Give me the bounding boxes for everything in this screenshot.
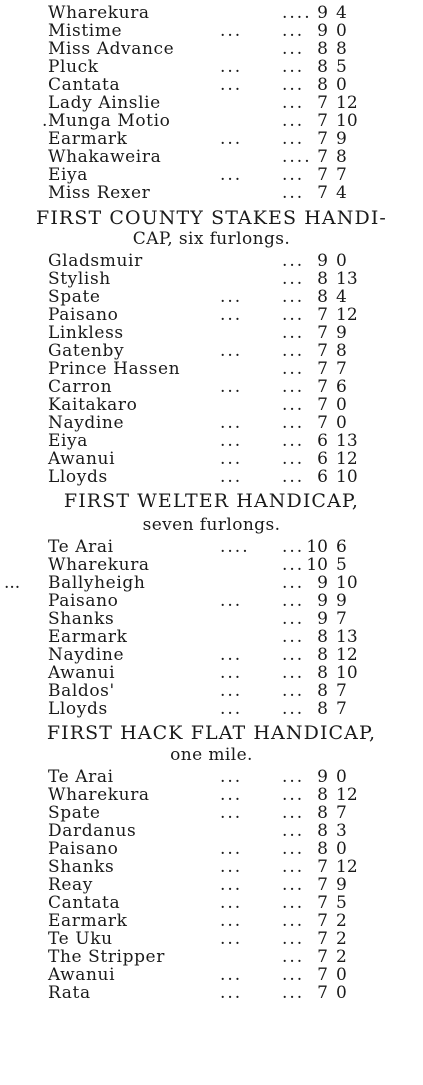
weight-pounds: 9 (336, 875, 347, 895)
horse-name: Pluck (48, 57, 99, 77)
horse-name: Paisano (48, 591, 119, 611)
horse-name: Carron (48, 377, 113, 397)
leader-dots: ... (220, 785, 243, 805)
leader-dots: ... (282, 449, 305, 469)
weight-stones: 7 (317, 965, 328, 985)
horse-name: Paisano (48, 305, 119, 325)
leader-dots: ... (282, 165, 305, 185)
leader-dots: ... (220, 21, 243, 41)
leader-dots: ... (282, 395, 305, 415)
weight-stones: 7 (317, 147, 328, 167)
horse-name: Naydine (48, 413, 125, 433)
weight-stones: 8 (317, 39, 328, 59)
horse-name: Te Arai (48, 767, 114, 787)
weight-pounds: 0 (336, 395, 347, 415)
weight-stones: 8 (317, 57, 328, 77)
weight-stones: 7 (317, 911, 328, 931)
weight-stones: 7 (317, 183, 328, 203)
horse-name: Te Uku (48, 929, 113, 949)
leader-dots: ... (282, 983, 305, 1003)
leader-dots: ... (282, 251, 305, 271)
weight-stones: 8 (317, 839, 328, 859)
weight-pounds: 8 (336, 341, 347, 361)
horse-name: Awanui (48, 449, 116, 469)
weight-stones: 7 (317, 305, 328, 325)
weight-stones: 7 (317, 413, 328, 433)
race-heading: FIRST COUNTY STAKES HANDI- (36, 207, 387, 229)
weight-stones: 8 (317, 269, 328, 289)
leader-dots: ... (282, 287, 305, 307)
weight-pounds: 13 (336, 269, 358, 289)
leader-dots: ... (220, 413, 243, 433)
weight-pounds: 10 (336, 111, 358, 131)
weight-pounds: 9 (336, 129, 347, 149)
weight-stones: 6 (317, 449, 328, 469)
horse-name: Gladsmuir (48, 251, 143, 271)
weight-stones: 8 (317, 75, 328, 95)
horse-name: Wharekura (48, 555, 150, 575)
weight-pounds: 7 (336, 359, 347, 379)
weight-pounds: 4 (336, 3, 347, 23)
weight-stones: 7 (317, 947, 328, 967)
leader-dots: ... (282, 39, 305, 59)
leader-dots: ... (220, 803, 243, 823)
weight-stones: 7 (317, 929, 328, 949)
horse-name: Lloyds (48, 467, 108, 487)
leader-dots: ... (220, 449, 243, 469)
horse-name: Baldos' (48, 681, 115, 701)
horse-name: Earmark (48, 627, 128, 647)
leader-dots: ... (282, 377, 305, 397)
weight-stones: 7 (317, 129, 328, 149)
weight-pounds: 12 (336, 785, 358, 805)
leader-dots: ... (282, 645, 305, 665)
horse-name: Whakaweira (48, 147, 162, 167)
weight-stones: 8 (317, 785, 328, 805)
horse-name: Kaitakaro (48, 395, 138, 415)
leader-dots: ... (220, 681, 243, 701)
leader-dots: ... (282, 93, 305, 113)
weight-pounds: 5 (336, 555, 347, 575)
leader-dots: ... (282, 591, 305, 611)
leader-dots: ... (220, 767, 243, 787)
leader-dots: ... (220, 875, 243, 895)
weight-pounds: 8 (336, 39, 347, 59)
weight-pounds: 12 (336, 305, 358, 325)
weight-pounds: 10 (336, 467, 358, 487)
leader-dots: ... (220, 287, 243, 307)
leader-dots: ... (282, 875, 305, 895)
weight-stones: 9 (317, 21, 328, 41)
weight-stones: 8 (317, 663, 328, 683)
leader-dots: ... (282, 269, 305, 289)
weight-stones: 7 (317, 377, 328, 397)
weight-stones: 7 (317, 893, 328, 913)
horse-name: Spate (48, 287, 101, 307)
leader-dots: ... (282, 893, 305, 913)
leader-dots: ... (4, 573, 21, 593)
horse-name: Paisano (48, 839, 119, 859)
weight-stones: 8 (317, 287, 328, 307)
leader-dots: ... (282, 57, 305, 77)
race-subheading: one mile. (170, 745, 253, 765)
leader-dots: ... (282, 431, 305, 451)
horse-name: Awanui (48, 663, 116, 683)
weight-pounds: 0 (336, 965, 347, 985)
horse-name: Reay (48, 875, 93, 895)
weight-pounds: 0 (336, 413, 347, 433)
leader-dots: ... (220, 377, 243, 397)
horse-name: Te Arai (48, 537, 114, 557)
leader-dots: ... (220, 911, 243, 931)
weight-pounds: 5 (336, 57, 347, 77)
horse-name: Shanks (48, 609, 115, 629)
weight-pounds: 12 (336, 93, 358, 113)
weight-pounds: 8 (336, 147, 347, 167)
weight-stones: 7 (317, 875, 328, 895)
weight-stones: 7 (317, 857, 328, 877)
weight-pounds: 10 (336, 573, 358, 593)
leader-dots: ... (220, 857, 243, 877)
weight-pounds: 0 (336, 21, 347, 41)
leader-dots: ... (282, 537, 305, 557)
horse-name: Lady Ainslie (48, 93, 161, 113)
horse-name: Eiya (48, 431, 88, 451)
leader-dots: ... (220, 645, 243, 665)
weight-pounds: 0 (336, 983, 347, 1003)
horse-name: Eiya (48, 165, 88, 185)
weight-stones: 8 (317, 821, 328, 841)
horse-name: Linkless (48, 323, 124, 343)
weight-stones: 7 (317, 323, 328, 343)
horse-name: Stylish (48, 269, 111, 289)
leader-dots: ... (282, 359, 305, 379)
leader-dots: ... (220, 591, 243, 611)
horse-name: Cantata (48, 893, 121, 913)
weight-stones: 10 (306, 555, 328, 575)
weight-pounds: 3 (336, 821, 347, 841)
weight-pounds: 0 (336, 75, 347, 95)
horse-name: Cantata (48, 75, 121, 95)
weight-pounds: 7 (336, 165, 347, 185)
weight-pounds: 13 (336, 431, 358, 451)
leader-dots: ... (220, 965, 243, 985)
weight-pounds: 0 (336, 839, 347, 859)
race-subheading: CAP, six furlongs. (132, 229, 291, 249)
weight-pounds: 12 (336, 645, 358, 665)
leader-dots: ... (282, 767, 305, 787)
weight-stones: 9 (317, 573, 328, 593)
leader-dots: ... (282, 911, 305, 931)
leader-dots: ... (220, 467, 243, 487)
weight-stones: 7 (317, 359, 328, 379)
leader-dots: ... (282, 75, 305, 95)
leader-dots: ... (282, 839, 305, 859)
horse-name: Lloyds (48, 699, 108, 719)
horse-name: Miss Advance (48, 39, 175, 59)
leader-dots: ... (282, 803, 305, 823)
weight-pounds: 9 (336, 323, 347, 343)
leader-dots: ... (282, 699, 305, 719)
leader-dots: ... (282, 821, 305, 841)
weight-pounds: 0 (336, 767, 347, 787)
weight-pounds: 7 (336, 609, 347, 629)
leader-dots: ... (282, 627, 305, 647)
horse-name: Dardanus (48, 821, 137, 841)
weight-stones: 8 (317, 699, 328, 719)
weight-stones: 9 (317, 3, 328, 23)
weight-stones: 7 (317, 165, 328, 185)
leader-dots: ... (282, 467, 305, 487)
leader-dots: ... (282, 21, 305, 41)
horse-name: Mistime (48, 21, 123, 41)
weight-pounds: 7 (336, 803, 347, 823)
horse-name: .Munga Motio (42, 111, 171, 131)
leader-dots: ... (282, 341, 305, 361)
weight-stones: 7 (317, 111, 328, 131)
leader-dots: ... (220, 57, 243, 77)
weight-stones: 8 (317, 681, 328, 701)
horse-name: Wharekura (48, 785, 150, 805)
leader-dots: ... (220, 129, 243, 149)
leader-dots: ... (220, 165, 243, 185)
weight-stones: 7 (317, 983, 328, 1003)
leader-dots: ... (282, 663, 305, 683)
leader-dots: ... (282, 555, 305, 575)
horse-name: Awanui (48, 965, 116, 985)
leader-dots: ... (220, 893, 243, 913)
race-subheading: seven furlongs. (142, 515, 281, 535)
weight-pounds: 7 (336, 681, 347, 701)
race-heading: FIRST WELTER HANDICAP, (63, 490, 360, 512)
leader-dots: ... (282, 129, 305, 149)
weight-stones: 8 (317, 627, 328, 647)
weight-stones: 7 (317, 93, 328, 113)
weight-stones: 9 (317, 591, 328, 611)
leader-dots: ... (282, 323, 305, 343)
leader-dots: .... (282, 3, 312, 23)
leader-dots: ... (220, 663, 243, 683)
weight-pounds: 10 (336, 663, 358, 683)
weight-stones: 9 (317, 251, 328, 271)
weight-pounds: 9 (336, 591, 347, 611)
weight-stones: 7 (317, 341, 328, 361)
leader-dots: ... (282, 785, 305, 805)
leader-dots: ... (220, 929, 243, 949)
weight-pounds: 4 (336, 287, 347, 307)
leader-dots: ... (220, 699, 243, 719)
weight-pounds: 2 (336, 947, 347, 967)
weight-pounds: 5 (336, 893, 347, 913)
horse-name: Wharekura (48, 3, 150, 23)
weight-stones: 9 (317, 767, 328, 787)
weight-pounds: 7 (336, 699, 347, 719)
leader-dots: ... (220, 983, 243, 1003)
weight-pounds: 6 (336, 537, 347, 557)
horse-name: Earmark (48, 911, 128, 931)
leader-dots: ... (282, 305, 305, 325)
horse-name: Shanks (48, 857, 115, 877)
leader-dots: .... (220, 537, 250, 557)
leader-dots: ... (282, 413, 305, 433)
leader-dots: ... (220, 341, 243, 361)
horse-name: Naydine (48, 645, 125, 665)
weight-pounds: 13 (336, 627, 358, 647)
horse-name: Spate (48, 803, 101, 823)
horse-name: Ballyheigh (48, 573, 146, 593)
leader-dots: ... (282, 573, 305, 593)
leader-dots: ... (282, 609, 305, 629)
horse-name: Earmark (48, 129, 128, 149)
leader-dots: ... (282, 947, 305, 967)
leader-dots: ... (282, 681, 305, 701)
weight-pounds: 12 (336, 449, 358, 469)
weight-stones: 9 (317, 609, 328, 629)
horse-name: Rata (48, 983, 91, 1003)
weight-stones: 6 (317, 431, 328, 451)
weight-stones: 6 (317, 467, 328, 487)
horse-name: Prince Hassen (48, 359, 181, 379)
weight-pounds: 4 (336, 183, 347, 203)
weight-pounds: 2 (336, 929, 347, 949)
weight-stones: 7 (317, 395, 328, 415)
weight-pounds: 6 (336, 377, 347, 397)
horse-name: Miss Rexer (48, 183, 151, 203)
leader-dots: ... (220, 75, 243, 95)
leader-dots: .... (282, 147, 312, 167)
weight-stones: 10 (306, 537, 328, 557)
weight-stones: 8 (317, 645, 328, 665)
leader-dots: ... (282, 111, 305, 131)
leader-dots: ... (282, 929, 305, 949)
leader-dots: ... (282, 857, 305, 877)
weight-pounds: 12 (336, 857, 358, 877)
weight-pounds: 2 (336, 911, 347, 931)
race-heading: FIRST HACK FLAT HANDICAP, (46, 722, 377, 744)
leader-dots: ... (220, 305, 243, 325)
weight-stones: 8 (317, 803, 328, 823)
horse-name: The Stripper (48, 947, 165, 967)
leader-dots: ... (282, 183, 305, 203)
horse-name: Gatenby (48, 341, 125, 361)
leader-dots: ... (282, 965, 305, 985)
weight-pounds: 0 (336, 251, 347, 271)
leader-dots: ... (220, 431, 243, 451)
leader-dots: ... (220, 839, 243, 859)
